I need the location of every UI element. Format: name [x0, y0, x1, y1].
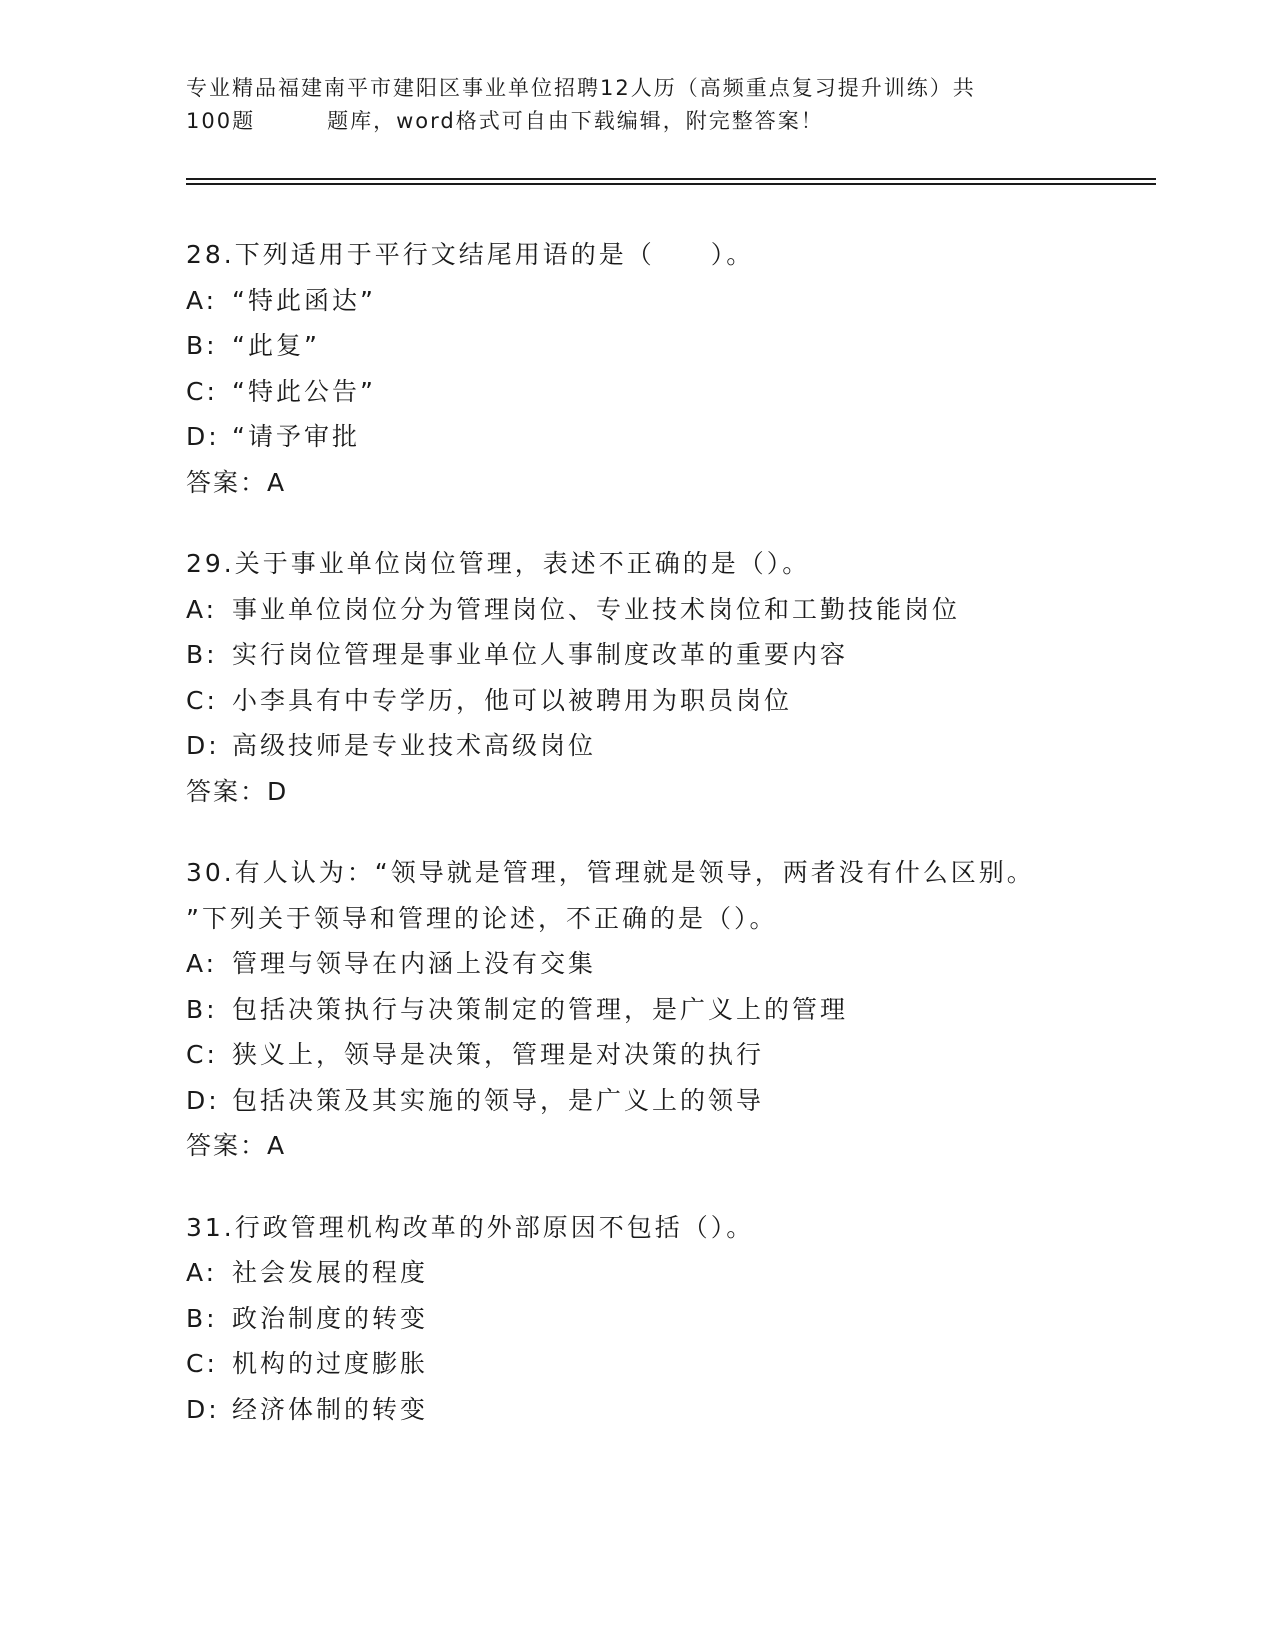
- answer-line: 答案：A: [186, 467, 287, 497]
- option-key: D:: [186, 731, 220, 760]
- option-text: 包括决策执行与决策制定的管理，是广义上的管理: [232, 994, 849, 1024]
- option-key: D:: [186, 1394, 220, 1424]
- option-text: 包括决策及其实施的领导，是广义上的领导: [232, 1085, 765, 1115]
- header-title-line2: [186, 105, 1066, 138]
- option-key: C:: [186, 1040, 218, 1069]
- option-text: “此复”: [232, 331, 320, 360]
- option-key: A:: [186, 285, 218, 315]
- question-30: [186, 850, 1186, 1169]
- option-text: “特此函达”: [232, 285, 376, 315]
- question-31: [186, 1205, 1186, 1433]
- option-d: [186, 1078, 1186, 1124]
- option-key: B:: [186, 1303, 218, 1333]
- question-stem: 31.行政管理机构改革的外部原因不包括（）。: [186, 1212, 755, 1242]
- question-list: [186, 232, 1186, 1468]
- option-c: [186, 369, 1186, 415]
- option-text: 政治制度的转变: [232, 1303, 429, 1333]
- option-key: D:: [186, 422, 220, 451]
- option-b: [186, 632, 1186, 678]
- option-text: 事业单位岗位分为管理岗位、专业技术岗位和工勤技能岗位: [232, 594, 961, 624]
- option-b: [186, 1296, 1186, 1342]
- option-text: 机构的过度膨胀: [232, 1349, 429, 1378]
- option-key: A:: [186, 949, 218, 978]
- option-b: [186, 987, 1186, 1033]
- answer-line: 答案：D: [186, 776, 289, 806]
- option-key: B:: [186, 640, 218, 669]
- option-key: C:: [186, 1349, 218, 1378]
- header-question-count: 100题: [186, 109, 256, 133]
- option-key: D:: [186, 1085, 220, 1115]
- header-divider-top: [186, 178, 1156, 180]
- option-c: [186, 1341, 1186, 1387]
- option-key: C:: [186, 685, 218, 715]
- option-text: 小李具有中专学历，他可以被聘用为职员岗位: [232, 685, 793, 715]
- option-a: [186, 941, 1186, 987]
- option-d: [186, 723, 1186, 769]
- question-28: [186, 232, 1186, 505]
- option-text: 社会发展的程度: [232, 1258, 429, 1287]
- option-d: [186, 414, 1186, 460]
- question-stem: 30.有人认为：“领导就是管理，管理就是领导，两者没有什么区别。: [186, 858, 1035, 887]
- option-text: 经济体制的转变: [232, 1394, 429, 1424]
- header-title-line1: 专业精品福建南平市建阳区事业单位招聘12人历（高频重点复习提升训练）共: [186, 76, 976, 100]
- option-b: [186, 323, 1186, 369]
- header-description: 题库，word格式可自由下载编辑，附完整答案！: [327, 109, 824, 133]
- option-c: [186, 1032, 1186, 1078]
- option-key: A:: [186, 594, 218, 624]
- option-a: [186, 587, 1186, 633]
- document-header: [186, 72, 1066, 138]
- option-key: B:: [186, 994, 218, 1024]
- option-key: B:: [186, 331, 218, 360]
- option-text: 高级技师是专业技术高级岗位: [232, 731, 597, 760]
- answer-line: 答案：A: [186, 1131, 287, 1160]
- question-29: [186, 541, 1186, 814]
- option-c: [186, 678, 1186, 724]
- option-d: [186, 1387, 1186, 1433]
- option-key: A:: [186, 1258, 218, 1287]
- option-text: “请予审批: [232, 422, 360, 451]
- question-stem: 29.关于事业单位岗位管理，表述不正确的是（）。: [186, 549, 811, 578]
- option-a: [186, 1250, 1186, 1296]
- option-a: [186, 278, 1186, 324]
- question-stem-continued: ”下列关于领导和管理的论述，不正确的是（）。: [186, 903, 778, 933]
- option-key: C:: [186, 376, 218, 406]
- question-stem: 28.下列适用于平行文结尾用语的是（ ）。: [186, 240, 755, 269]
- option-text: “特此公告”: [232, 376, 376, 406]
- option-text: 实行岗位管理是事业单位人事制度改革的重要内容: [232, 640, 849, 669]
- option-text: 狭义上，领导是决策，管理是对决策的执行: [232, 1040, 765, 1069]
- option-text: 管理与领导在内涵上没有交集: [232, 949, 597, 978]
- header-divider-bottom: [186, 183, 1156, 185]
